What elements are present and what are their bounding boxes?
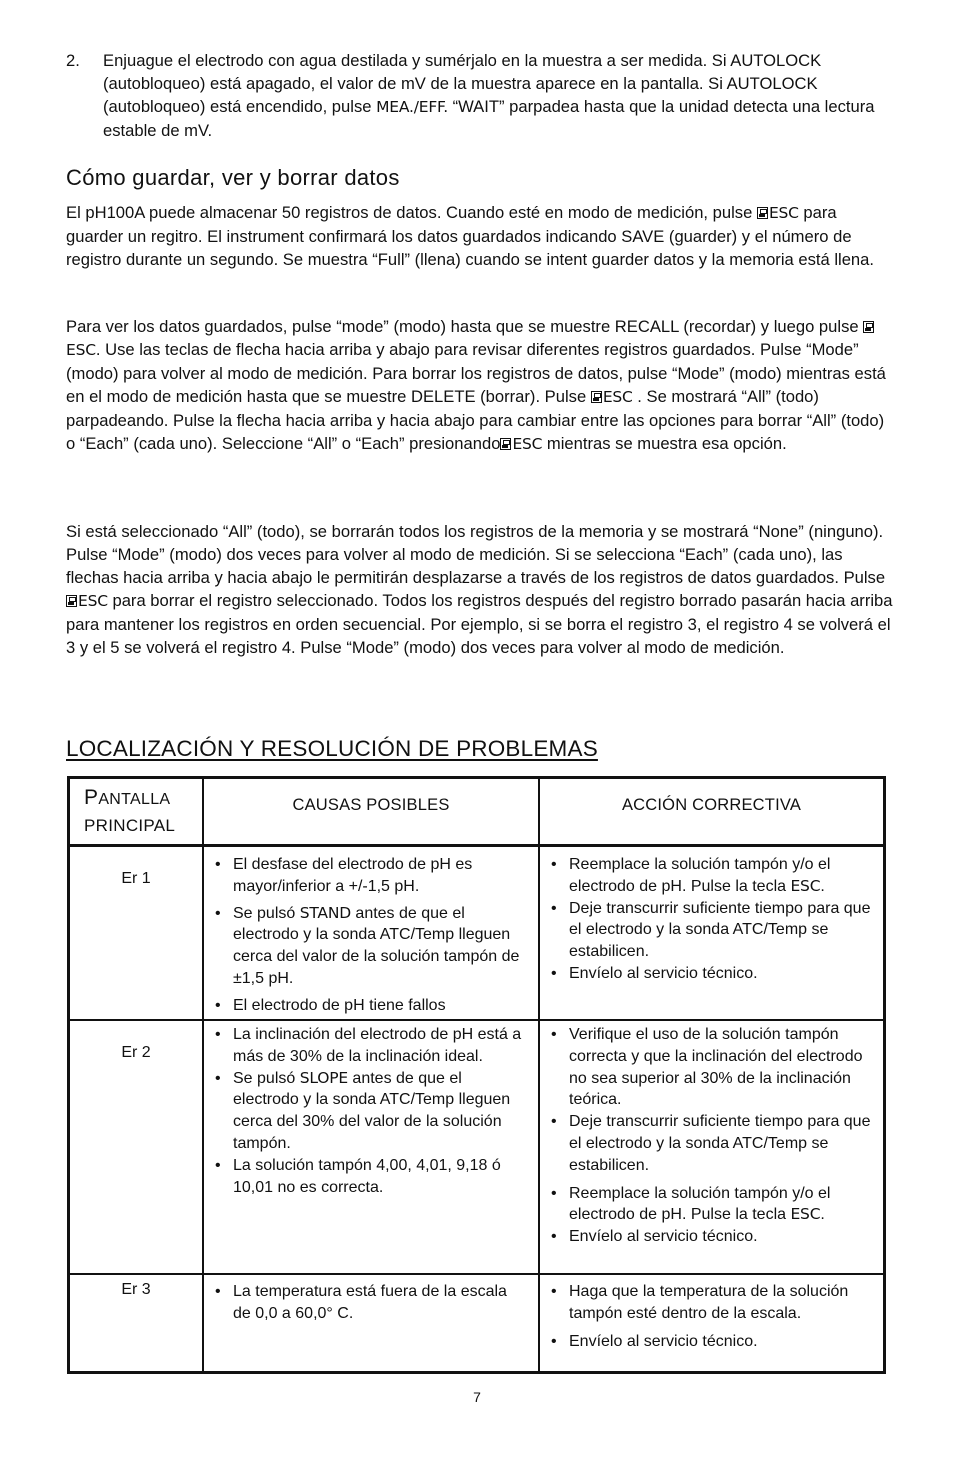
actions-list	[540, 1281, 878, 1352]
paragraph-text: . Se mostrará “All” (todo) parpadeando. Pulse la flecha hacia arriba y hacia abajo para cambiar entre las opciones para borrar “All” (todo) o “Each” (cada uno). Seleccione “All” o “Each” presionando	[66, 387, 885, 453]
list-item: • Deje transcurrir suficiente tiempo para que el electrodo y la sonda ATC/Temp se estabilicen.	[540, 898, 878, 963]
section-title-troubleshooting: LOCALIZACIÓN Y RESOLUCIÓN DE PROBLEMAS	[66, 736, 598, 761]
list-item: • La solución tampón 4,00, 4,01, 9,18 ó 10,01 no es correcta.	[204, 1155, 526, 1199]
paragraph-text: para guarder un regitro. El instrument confirmará los datos guardados indicando SAVE (guarder) y el número de registro durante un segundo. Se muestra “Full” (llena) cuando se intent guarder datos y la memoria está llena.	[66, 203, 874, 269]
header-rest: ANTALLA	[98, 791, 171, 808]
table-header-divider	[67, 844, 886, 847]
list-item-text: Reemplace la solución tampón y/o el electrodo de pH. Pulse la tecla	[569, 1184, 831, 1224]
paragraph-text: Si está seleccionado “All” (todo), se borrarán todos los registros de la memoria y se mostrará “None” (ninguno). Pulse “Mode” (modo) dos veces para volver al modo de medición. Si se selecciona “Each” (cada uno), las flechas hacia arriba y hacia abajo le permitirán desplazarse a través de los registros de datos guardados. Pulse	[66, 522, 886, 587]
list-item-text: antes de que el electrodo y la sonda ATC/Temp lleguen cerca del valor de la solución tampón de ±1,5 pH.	[233, 904, 520, 987]
esc-key: ESC	[78, 592, 108, 610]
actions-cell	[540, 1281, 878, 1352]
paragraph-text: . Use las teclas de flecha hacia arriba y abajo para revisar diferentes registros guardados. Pulse “Mode” (modo) para volver al modo de medición. Para borrar los registros de datos, pulse “Mode” (modo) mientras está en el modo de medición hasta que se muestre DELETE (borrar). Pulse	[66, 340, 886, 406]
list-item: • Envíelo al servicio técnico.	[540, 1331, 878, 1353]
esc-key: ESC	[512, 435, 543, 453]
step-2-text	[103, 49, 903, 142]
causes-cell	[204, 1281, 526, 1325]
error-code: Er 1	[121, 870, 151, 887]
step-2	[66, 49, 906, 144]
paragraph-recall-delete	[66, 315, 896, 456]
list-item	[540, 1183, 878, 1227]
header-display	[84, 785, 202, 839]
list-item-text: Se pulsó	[233, 1069, 300, 1087]
header-causes: CAUSAS POSIBLES	[292, 796, 450, 814]
mea-eff-key: MEA./EFF.	[376, 98, 448, 116]
list-item	[204, 1068, 526, 1155]
troubleshooting-table	[67, 776, 886, 1374]
slope-key: SLOPE	[299, 1068, 348, 1087]
paragraph-text: para borrar el registro seleccionado. Todos los registros después del registro borrado pasarán hacia arriba para mantener los registros en orden secuencial. Por ejemplo, si se borra el registro 3, el registro 4 se volverá el 3 y el 5 se volverá el registro 4. Pulse “Mode” (modo) dos veces para volver al modo de medición.	[66, 591, 893, 657]
paragraph-delete-modes	[66, 520, 896, 659]
actions-cell	[540, 854, 878, 985]
causes-list	[204, 1024, 526, 1198]
header-display-line1	[84, 785, 202, 813]
step-2-text-part: Enjuague el electrodo con agua destilada y sumérjalo en la muestra a ser medida. Si AUTOLOCK (autobloqueo) está apagado, el valor de mV de la muestra aparece en la pantalla. Si AUTOLOCK (autobloqueo) está encendido, pulse	[103, 51, 822, 116]
paragraph-text: Para ver los datos guardados, pulse “mode” (modo) hasta que se muestre RECALL (recordar) y luego pulse	[66, 317, 864, 336]
step-number: 2.	[66, 51, 80, 70]
error-code: Er 3	[121, 1281, 151, 1298]
floppy-disk-icon	[863, 321, 874, 333]
actions-list	[540, 854, 878, 985]
stand-key: STAND	[299, 903, 351, 922]
list-item-text: Reemplace la solución tampón y/o el electrodo de pH. Pulse la tecla	[569, 856, 831, 895]
table-border-right	[883, 776, 886, 1374]
list-item: • El electrodo de pH tiene fallos	[204, 995, 526, 1017]
list-item-text: Se pulsó	[233, 904, 300, 922]
floppy-disk-icon	[500, 438, 511, 450]
list-item-text: antes de que el electrodo y la sonda ATC/Temp lleguen cerca del 30% del valor de la solución tampón.	[233, 1069, 511, 1152]
causes-cell	[204, 854, 526, 1017]
list-item: • La inclinación del electrodo de pH está a más de 30% de la inclinación ideal.	[204, 1024, 526, 1068]
list-item-text: .	[820, 1206, 825, 1224]
floppy-disk-icon	[757, 207, 768, 219]
list-item	[540, 854, 878, 898]
esc-key: ESC	[768, 204, 799, 222]
causes-list	[204, 854, 526, 1017]
table-border-bottom	[67, 1371, 886, 1374]
list-item	[204, 903, 526, 990]
list-item: • La temperatura está fuera de la escala de 0,0 a 60,0° C.	[204, 1281, 526, 1325]
table-border-top	[67, 776, 886, 779]
actions-cell	[540, 1024, 878, 1248]
table-row-divider	[67, 1273, 886, 1275]
paragraph-text: mientras se muestra esa opción.	[542, 434, 787, 453]
paragraph-text: El pH100A puede almacenar 50 registros de datos. Cuando esté en modo de medición, pulse	[66, 203, 757, 222]
causes-cell	[204, 1024, 526, 1198]
list-item: • Haga que la temperatura de la solución tampón esté dentro de la escala.	[540, 1281, 878, 1325]
esc-key: ESC	[602, 388, 633, 406]
floppy-disk-icon	[591, 391, 602, 403]
floppy-disk-icon	[66, 595, 77, 607]
causes-list	[204, 1281, 526, 1325]
step-2-text-part: “WAIT” parpadea hasta que la unidad detecta una lectura estable de mV.	[103, 97, 875, 140]
esc-key: ESC	[790, 876, 821, 895]
actions-list	[540, 1024, 878, 1248]
list-item-text: .	[820, 877, 825, 895]
table-row-divider	[67, 1019, 886, 1021]
esc-key: ESC	[790, 1205, 821, 1224]
page-number: 7	[473, 1389, 481, 1405]
esc-key: ESC	[66, 341, 96, 359]
header-initial: P	[84, 786, 99, 809]
header-display-line2: PRINCIPAL	[84, 816, 176, 835]
paragraph-storage	[66, 201, 896, 271]
list-item: • Envíelo al servicio técnico.	[540, 963, 878, 985]
list-item: • El desfase del electrodo de pH es mayor/inferior a +/-1,5 pH.	[204, 854, 526, 898]
header-actions: ACCIÓN CORRECTIVA	[621, 796, 802, 814]
list-item: • Verifique el uso de la solución tampón correcta y que la inclinación del electrodo no sea superior al 30% de la inclinación teórica.	[540, 1024, 878, 1111]
list-item: • Deje transcurrir suficiente tiempo para que el electrodo y la sonda ATC/Temp se estabilicen.	[540, 1111, 878, 1176]
list-item: • Envíelo al servicio técnico.	[540, 1226, 878, 1248]
section-title-data: Cómo guardar, ver y borrar datos	[66, 165, 400, 190]
error-code: Er 2	[121, 1044, 151, 1061]
